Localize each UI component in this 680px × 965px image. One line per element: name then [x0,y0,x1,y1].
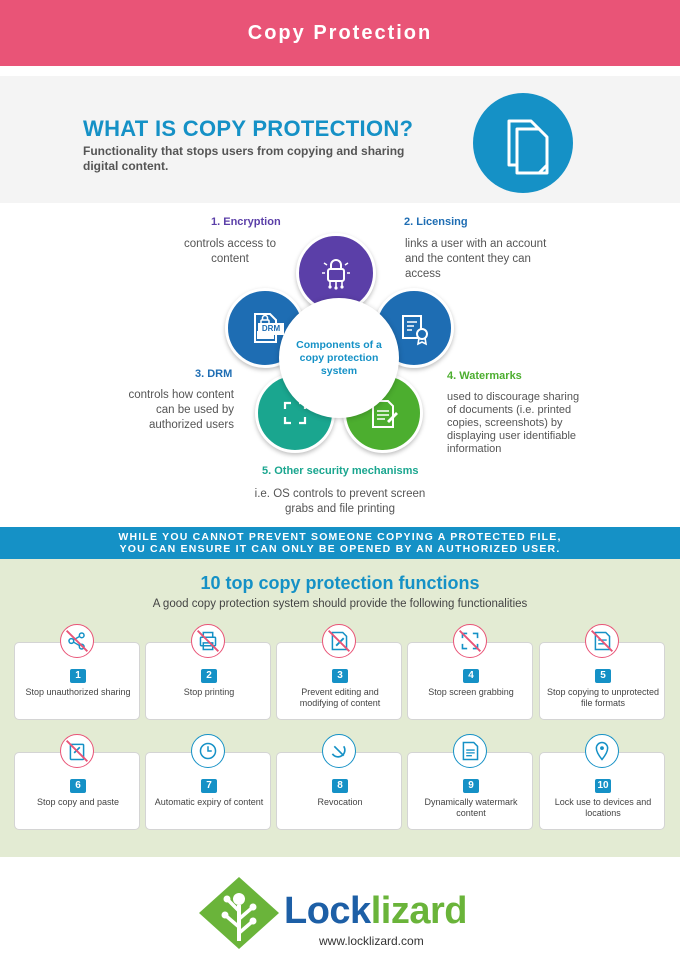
logo-word-part1: Lock [284,890,371,932]
function-label: Automatic expiry of content [154,797,264,807]
website-url[interactable]: www.locklizard.com [319,934,424,948]
locklizard-logo-icon [197,875,281,951]
functions-subheading: A good copy protection system should provide the following functionalities [152,598,528,610]
intro-description: Functionality that stops users from copying and sharing digital content. [83,144,405,173]
component-desc-watermarks: used to discourage sharing of documents (i.e. printed copies, screenshots) by displaying user identifiable information [447,391,580,455]
clock-icon [191,734,225,768]
locklizard-wordmark [284,890,467,933]
strip-line-2: YOU CAN ENSURE IT CAN ONLY BE OPENED BY AN AUTHORIZED USER. [119,543,561,555]
component-desc-licensing: links a user with an account and the content they can access [405,238,547,280]
encryption-icon [316,253,356,293]
logo-word-part2: lizard [370,890,467,932]
component-desc-encryption: controls access to content [183,238,277,265]
functions-heading: 10 top copy protection functions [200,573,480,593]
revoke-icon [322,734,356,768]
watermark-icon [453,734,487,768]
header-banner [0,0,680,66]
component-title-other: 5. Other security mechanisms [262,465,419,477]
function-number: 4 [463,669,479,683]
function-number: 8 [332,779,348,793]
intro-heading: WHAT IS COPY PROTECTION? [83,116,414,141]
certificate-icon [394,308,434,348]
paste-icon [60,734,94,768]
file-icon [585,624,619,658]
footer [0,857,680,965]
component-title-drm: 3. DRM [195,368,233,380]
location-icon [585,734,619,768]
function-label: Stop copy and paste [36,797,120,807]
intro-section [0,76,680,203]
function-label: Prevent editing and modifying of content [299,687,381,708]
page-title: Copy Protection [247,21,433,44]
strip-line-1: WHILE YOU CANNOT PREVENT SOMEONE COPYING A PROTECTED FILE, [118,531,562,543]
function-number: 5 [595,669,611,683]
function-number: 6 [70,779,86,793]
function-label: Stop copying to unprotected file formats [546,687,660,708]
function-number: 3 [332,669,348,683]
function-label: Stop screen grabbing [428,687,514,697]
function-label: Revocation [317,797,363,807]
function-label: Stop unauthorized sharing [25,687,131,697]
component-title-licensing: 2. Licensing [404,216,468,228]
screenshot-icon [453,624,487,658]
authorization-strip [0,527,680,559]
function-number: 10 [595,779,611,793]
function-label: Dynamically watermark content [424,797,518,818]
drm-badge: DRM [258,323,284,335]
share-icon [60,624,94,658]
function-number: 9 [463,779,479,793]
component-title-encryption: 1. Encryption [211,216,281,228]
function-number: 7 [201,779,217,793]
function-label: Stop printing [183,687,235,697]
function-number: 1 [70,669,86,683]
documents-icon [473,93,573,193]
component-desc-drm: controls how content can be used by authorized users [128,389,234,431]
components-center-label: Components of a copy protection system [279,298,399,418]
printer-icon [191,624,225,658]
component-title-watermarks: 4. Watermarks [447,370,522,382]
component-desc-other: i.e. OS controls to prevent screen grabs and file printing [254,488,426,515]
edit-icon [322,624,356,658]
function-number: 2 [201,669,217,683]
function-label: Lock use to devices and locations [554,797,652,818]
